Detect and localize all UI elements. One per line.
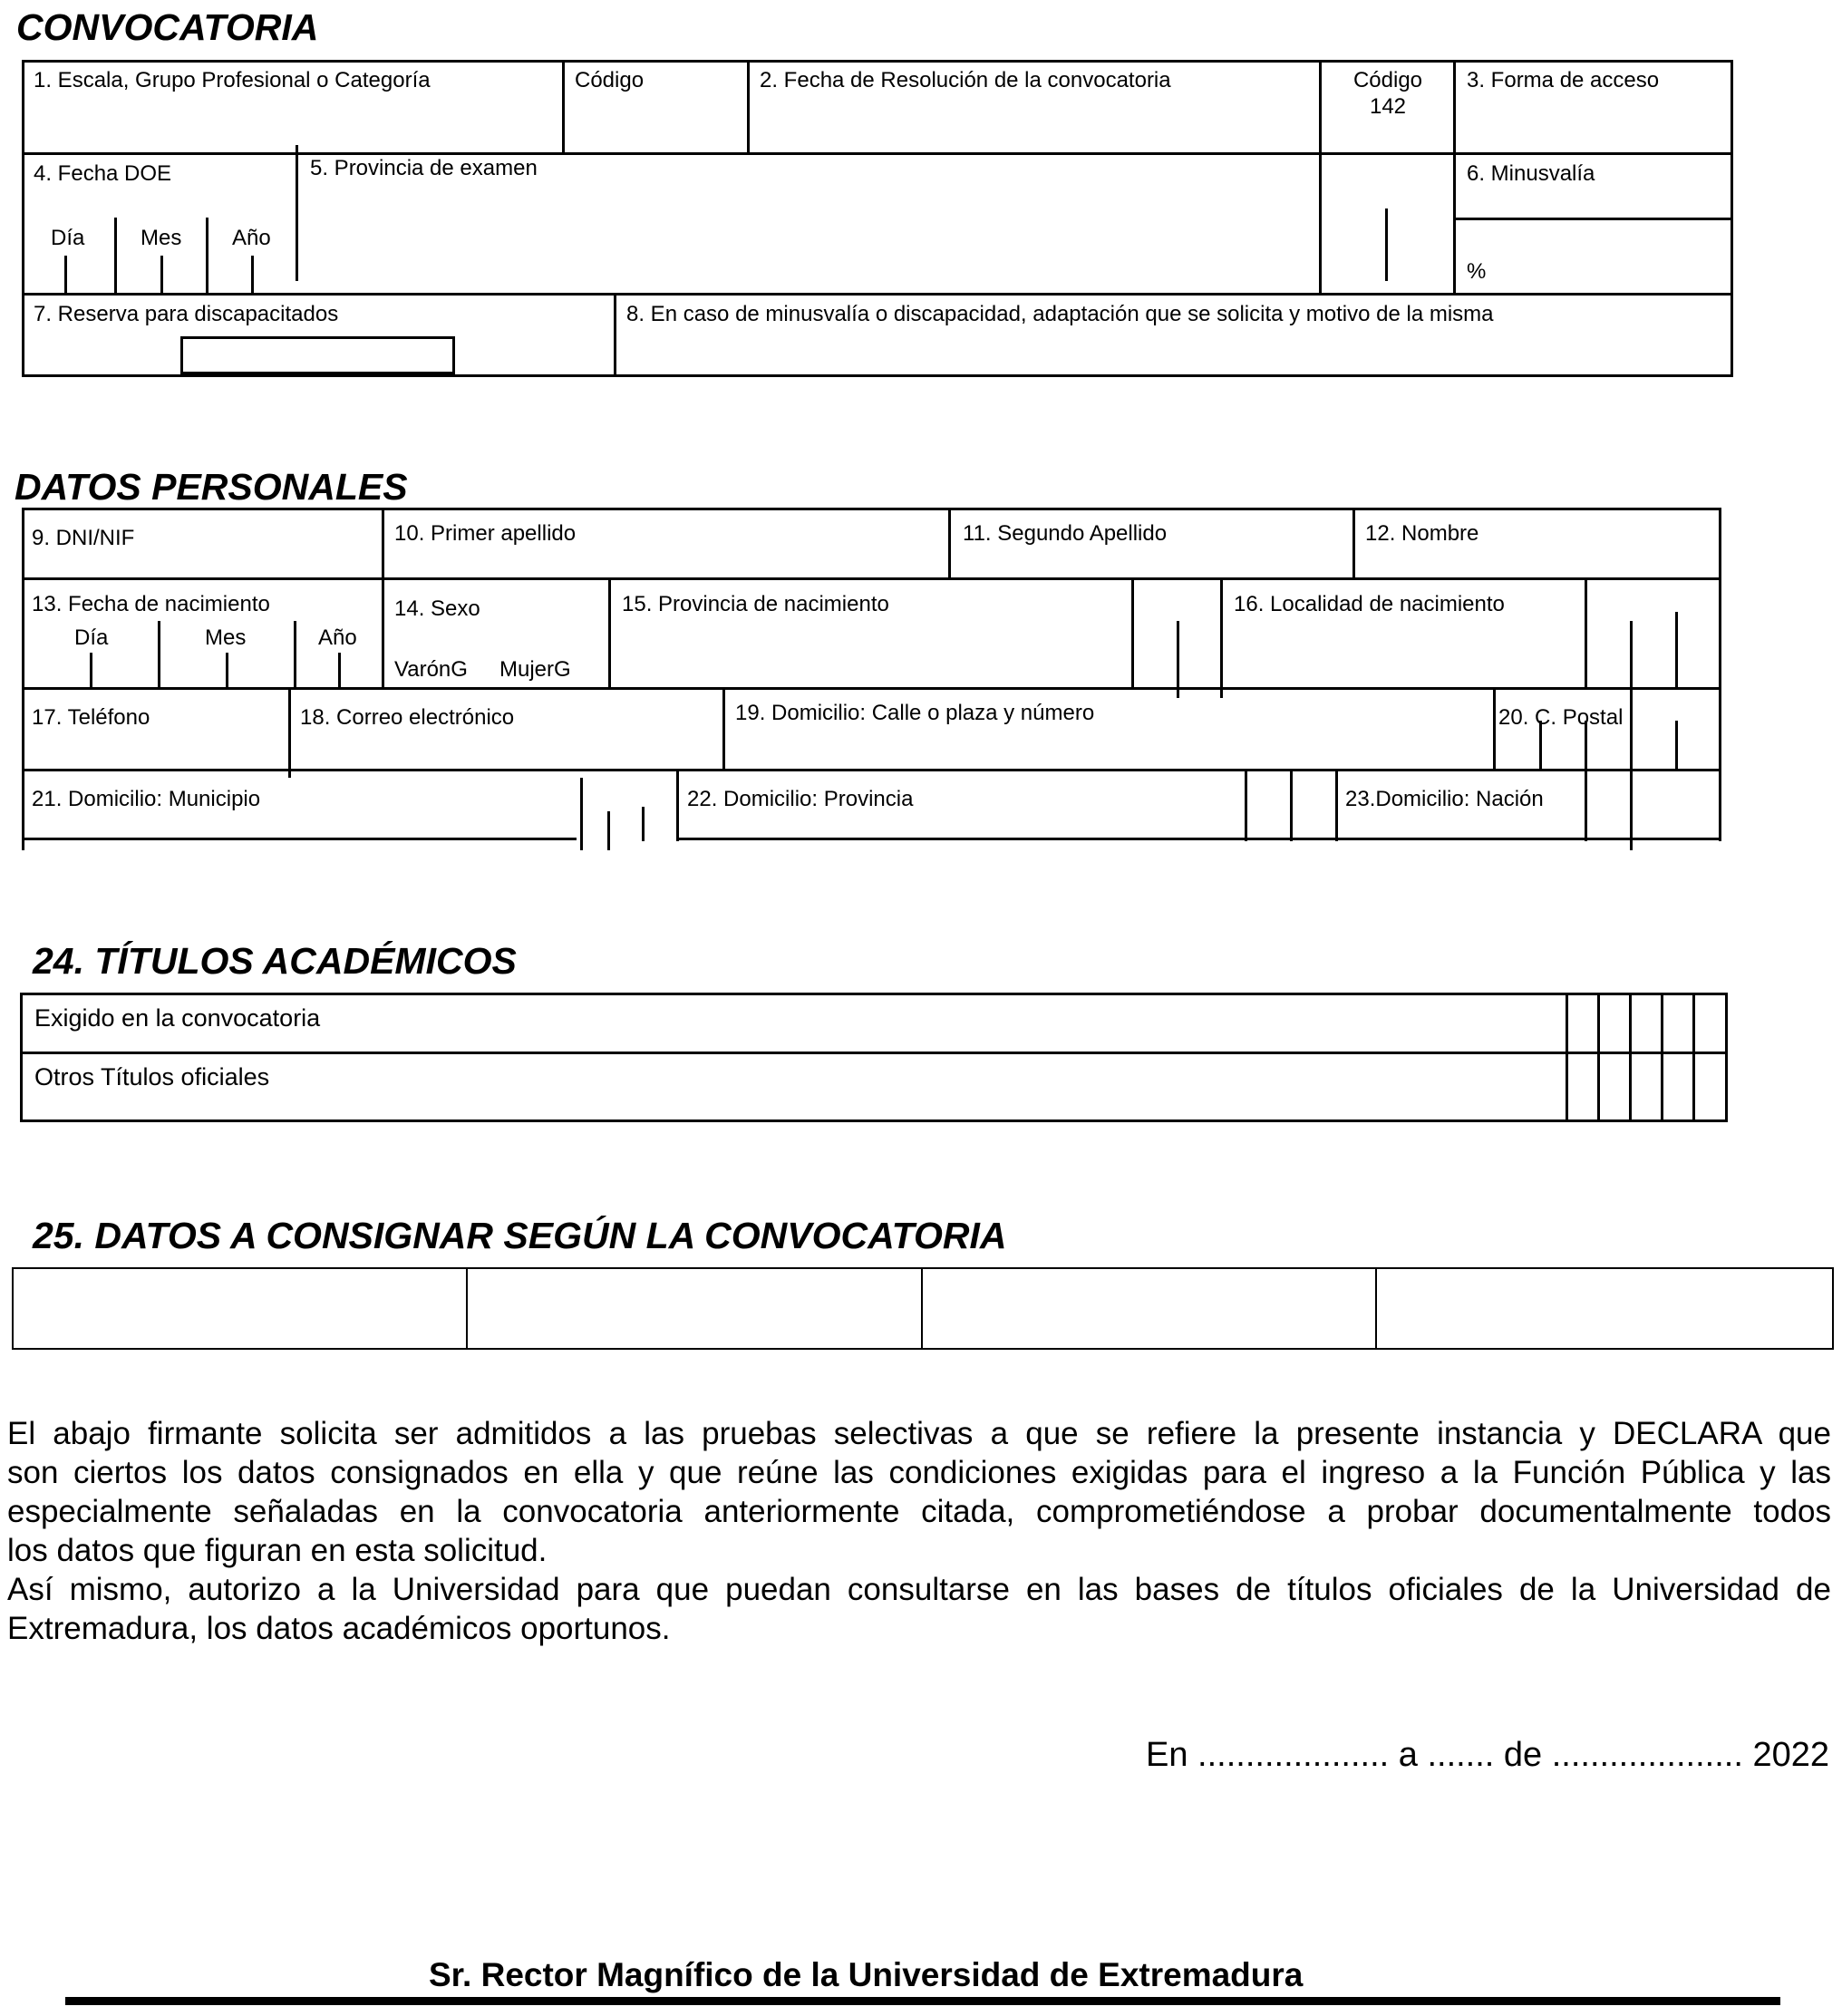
codigo-postal-label: 20. C. Postal	[1498, 705, 1624, 730]
telefono-label: 17. Teléfono	[32, 705, 150, 730]
doe-mes-label: Mes	[141, 226, 182, 250]
declaracion-parrafo-2: Así mismo, autorizo a la Universidad para que puedan consultarse en las bases de títulos oficiales de la Universidad de Extremadura, los datos académicos oportunos.	[7, 1572, 1831, 1646]
datos-cell-4[interactable]	[1378, 1270, 1831, 1347]
destinatario-text: Sr. Rector Magnífico de la Universidad de Extremadura	[429, 1956, 1304, 1993]
domicilio-provincia-label: 22. Domicilio: Provincia	[687, 787, 914, 811]
datos-personales-heading: DATOS PERSONALES	[15, 466, 408, 508]
nac-mes-label: Mes	[205, 625, 247, 650]
codigo-142-label: Código 142	[1323, 68, 1452, 121]
datos-cell-2[interactable]	[469, 1270, 920, 1347]
nacion-label: 23.Domicilio: Nación	[1345, 787, 1544, 811]
datos-convocatoria-heading: 25. DATOS A CONSIGNAR SEGÚN LA CONVOCATORIA	[33, 1215, 1007, 1256]
domicilio-calle-label: 19. Domicilio: Calle o plaza y número	[735, 701, 1095, 725]
declaracion-parrafo-1: El abajo firmante solicita ser admitidos a las pruebas selectivas a que se refiere la presente instancia y DECLARA que son ciertos los datos consignados en ella y que reúne las condiciones exigidas para el ingreso a la Función Pública y las especialmente señaladas en la convocatoria anteriormente citada, comprometiéndose a probar documentalmente todos los datos que figuran en esta solicitud.	[7, 1416, 1831, 1568]
percent-sign: %	[1467, 259, 1487, 284]
nac-dia-label: Día	[74, 625, 109, 650]
fecha-resolucion-label: 2. Fecha de Resolución de la convocatoria	[760, 68, 1171, 92]
doe-dia-label: Día	[51, 226, 85, 250]
fecha-doe-label: 4. Fecha DOE	[34, 161, 172, 186]
bottom-rule	[65, 1997, 1780, 2005]
codigo-label: Código	[575, 68, 645, 92]
fecha-nacimiento-label: 13. Fecha de nacimiento	[32, 592, 270, 616]
codigo-142-value: 142	[1369, 93, 1407, 119]
varon-option[interactable]: VarónG	[394, 657, 468, 682]
escala-label: 1. Escala, Grupo Profesional o Categoría	[34, 68, 431, 92]
adaptacion-label: 8. En caso de minusvalía o discapacidad, adaptación que se solicita y motivo de la misma	[626, 302, 1494, 326]
datos-cell-3[interactable]	[924, 1270, 1374, 1347]
titulos-otros-label: Otros Títulos oficiales	[34, 1063, 270, 1090]
provincia-examen-label: 5. Provincia de examen	[310, 156, 538, 180]
nombre-label: 12. Nombre	[1365, 521, 1479, 546]
titulos-heading: 24. TÍTULOS ACADÉMICOS	[33, 940, 517, 982]
municipio-label: 21. Domicilio: Municipio	[32, 787, 261, 811]
forma-acceso-label: 3. Forma de acceso	[1467, 68, 1660, 92]
reserva-label: 7. Reserva para discapacitados	[34, 302, 339, 326]
primer-apellido-label: 10. Primer apellido	[394, 521, 577, 546]
datos-cell-1[interactable]	[15, 1270, 465, 1347]
localidad-nacimiento-label: 16. Localidad de nacimiento	[1234, 592, 1505, 616]
segundo-apellido-label: 11. Segundo Apellido	[963, 521, 1168, 546]
convocatoria-heading: CONVOCATORIA	[16, 6, 319, 48]
titulo-exigido-label: Exigido en la convocatoria	[34, 1004, 321, 1032]
dni-label: 9. DNI/NIF	[32, 526, 135, 550]
minusvalia-label: 6. Minusvalía	[1467, 161, 1595, 186]
reserva-discapacitados-box[interactable]	[180, 336, 455, 374]
mujer-option[interactable]: MujerG	[499, 657, 571, 682]
provincia-nacimiento-label: 15. Provincia de nacimiento	[622, 592, 889, 616]
fecha-firma-line: En .................... a ....... de .................... 2022	[1146, 1736, 1829, 1774]
declaracion-text	[7, 1414, 1831, 1648]
correo-label: 18. Correo electrónico	[300, 705, 515, 730]
doe-anio-label: Año	[232, 226, 271, 250]
nac-anio-label: Año	[318, 625, 357, 650]
sexo-label: 14. Sexo	[394, 596, 480, 621]
